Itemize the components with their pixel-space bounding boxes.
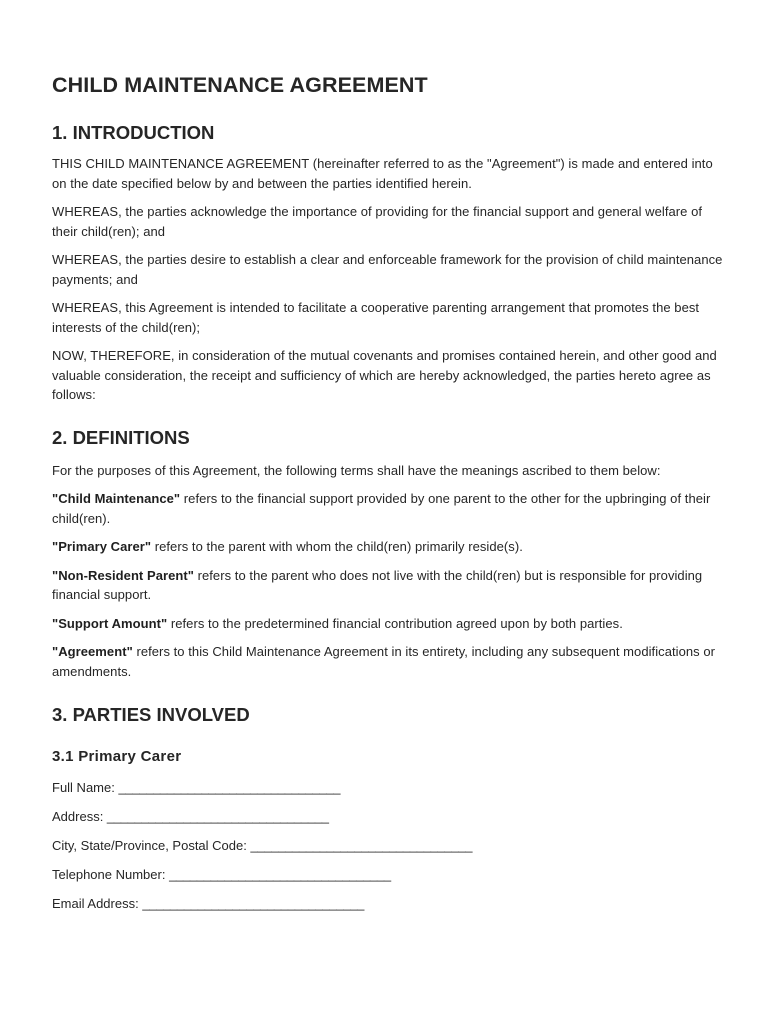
definition-item xyxy=(52,489,724,528)
section-heading-definitions: 2. DEFINITIONS xyxy=(52,426,190,448)
definition-text: refers to the parent with whom the child(ren) primarily reside(s). xyxy=(151,539,523,554)
definition-term: "Child Maintenance" xyxy=(52,491,181,506)
now-therefore-paragraph: NOW, THEREFORE, in consideration of the mutual covenants and promises contained herein, and other good and valuable consideration, the receipt and sufficiency of which are hereby acknowledged, the parties hereto agree as follows: xyxy=(52,348,717,402)
definition-term: "Primary Carer" xyxy=(52,539,152,554)
full-name-field xyxy=(52,778,724,797)
field-label: Full Name: xyxy=(52,780,119,795)
fill-in-blank: ________________________________ xyxy=(118,780,341,795)
field-label: Email Address: xyxy=(52,896,143,911)
definition-text: refers to the parent who does not live with the child(ren) but is responsible for providing financial support. xyxy=(52,567,703,602)
definitions-intro: For the purposes of this Agreement, the following terms shall have the meanings ascribed to them below: xyxy=(52,462,661,478)
section-heading-introduction: 1. INTRODUCTION xyxy=(52,122,215,143)
definition-text: refers to the predetermined financial contribution agreed upon by both parties. xyxy=(167,615,623,631)
city-state-postal-field xyxy=(52,836,724,855)
subsection-heading-primary-carer: 3.1 Primary Carer xyxy=(52,748,182,765)
intro-paragraph: THIS CHILD MAINTENANCE AGREEMENT (hereinafter referred to as the "Agreement") is made and entered into on the date specified below by and between the parties identified herein. xyxy=(52,156,713,191)
definition-item xyxy=(52,642,724,681)
fill-in-blank: ________________________________ xyxy=(106,809,329,824)
definition-item xyxy=(52,614,724,634)
definition-term: "Agreement" xyxy=(52,644,133,659)
fill-in-blank: ________________________________ xyxy=(142,896,365,911)
document-title: CHILD MAINTENANCE AGREEMENT xyxy=(52,73,428,97)
field-label: City, State/Province, Postal Code: xyxy=(52,838,251,853)
whereas-paragraph: WHEREAS, the parties desire to establish a clear and enforceable framework for the provision of child maintenance payments; and xyxy=(52,252,723,287)
definition-term: "Support Amount" xyxy=(52,615,168,631)
definition-text: refers to the financial support provided by one parent to the other for the upbringing of their child(ren). xyxy=(52,491,711,526)
address-field xyxy=(52,807,724,826)
field-label: Telephone Number: xyxy=(52,867,170,882)
section-heading-parties: 3. PARTIES INVOLVED xyxy=(52,704,250,725)
fill-in-blank: ________________________________ xyxy=(250,838,473,853)
email-field xyxy=(52,894,724,913)
fill-in-blank: ________________________________ xyxy=(169,867,391,882)
definition-term: "Non-Resident Parent" xyxy=(52,567,194,583)
field-label: Address: xyxy=(52,809,107,824)
telephone-field xyxy=(52,865,724,884)
whereas-paragraph: WHEREAS, the parties acknowledge the importance of providing for the financial support and general welfare of their child(ren); and xyxy=(52,204,703,239)
document-page xyxy=(52,70,724,913)
definition-item xyxy=(52,566,724,605)
whereas-paragraph: WHEREAS, this Agreement is intended to facilitate a cooperative parenting arrangement that promotes the best interests of the child(ren); xyxy=(52,300,700,335)
definition-item xyxy=(52,537,724,557)
definition-text: refers to this Child Maintenance Agreement in its entirety, including any subsequent modifications or amendments. xyxy=(52,644,716,679)
